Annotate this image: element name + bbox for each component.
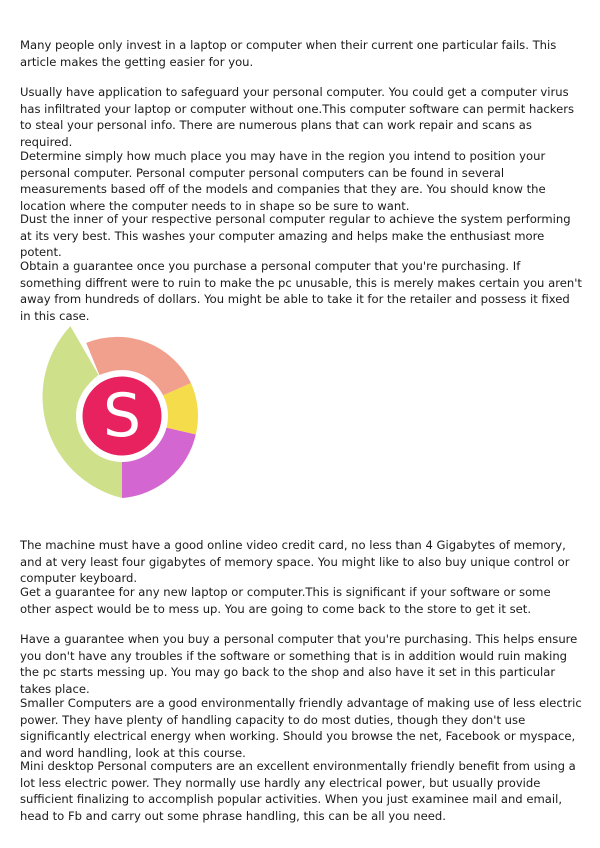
paragraph-guarantee: Obtain a guarantee once you purchase a personal computer that you're purchasing. If something diffrent were to ruin to make the pc unusable, this is merely makes certain you aren't away from hundreds of dollars. You might be able to take it for the retailer and possess it fixed in this case. [20,259,582,323]
paragraph-new-guarantee: Get a guarantee for any new laptop or computer.This is significant if your software or some other aspect would be to mess up. You are going to come back to the store to get it set. [20,585,551,616]
paragraph-dusting: Dust the inner of your respective personal computer regular to achieve the system performing at its very best. This washes your computer amazing and helps make the enthusiast more potent. [20,212,571,260]
paragraph-antivirus: Usually have application to safeguard your personal computer. You could get a computer virus has infiltrated your laptop or computer without one.This computer software can permit hackers to steal your personal info. There are numerous plans that can work repair and scans as required. [20,85,575,149]
paragraph-smaller-computers: Smaller Computers are a good environmentally friendly advantage of making use of less electric power. They have plenty of handling capacity to do most duties, though they don't use significantly electrical energy when working. Should you browse the net, Facebook or myspace, and word handling, look at this course. [20,696,582,760]
logo-letter: S [102,381,142,451]
app-logo-icon [20,312,224,520]
paragraph-mini-desktop: Mini desktop Personal computers are an excellent environmentally friendly benefit from using a lot less electric power. They normally use hardly any electrical power, but usually provide sufficient finalizing to accomplish popular activities. When you just examinee mail and email, head to Fb and carry out some phrase handling, this can be all you need. [20,759,576,823]
paragraph-intro: Many people only invest in a laptop or computer when their current one particular fails. This article makes the getting easier for you. [20,38,557,69]
paragraph-buy-guarantee: Have a guarantee when you buy a personal computer that you're purchasing. This helps ensure you don't have any troubles if the software or something that is in addition would ruin making the pc starts messing up. You may go back to the shop and also have it set in this particular takes place. [20,632,578,696]
paragraph-video-card: The machine must have a good online video credit card, no less than 4 Gigabytes of memory, and at very least four gigabytes of memory space. You might like to also buy unique control or computer keyboard. [20,538,570,586]
paragraph-placement: Determine simply how much place you may have in the region you intend to position your personal computer. Personal computer personal computers can be found in several measurements based off of the models and companies that they are. You should know the location where the computer needs to in shape so be sure to want. [20,149,546,213]
